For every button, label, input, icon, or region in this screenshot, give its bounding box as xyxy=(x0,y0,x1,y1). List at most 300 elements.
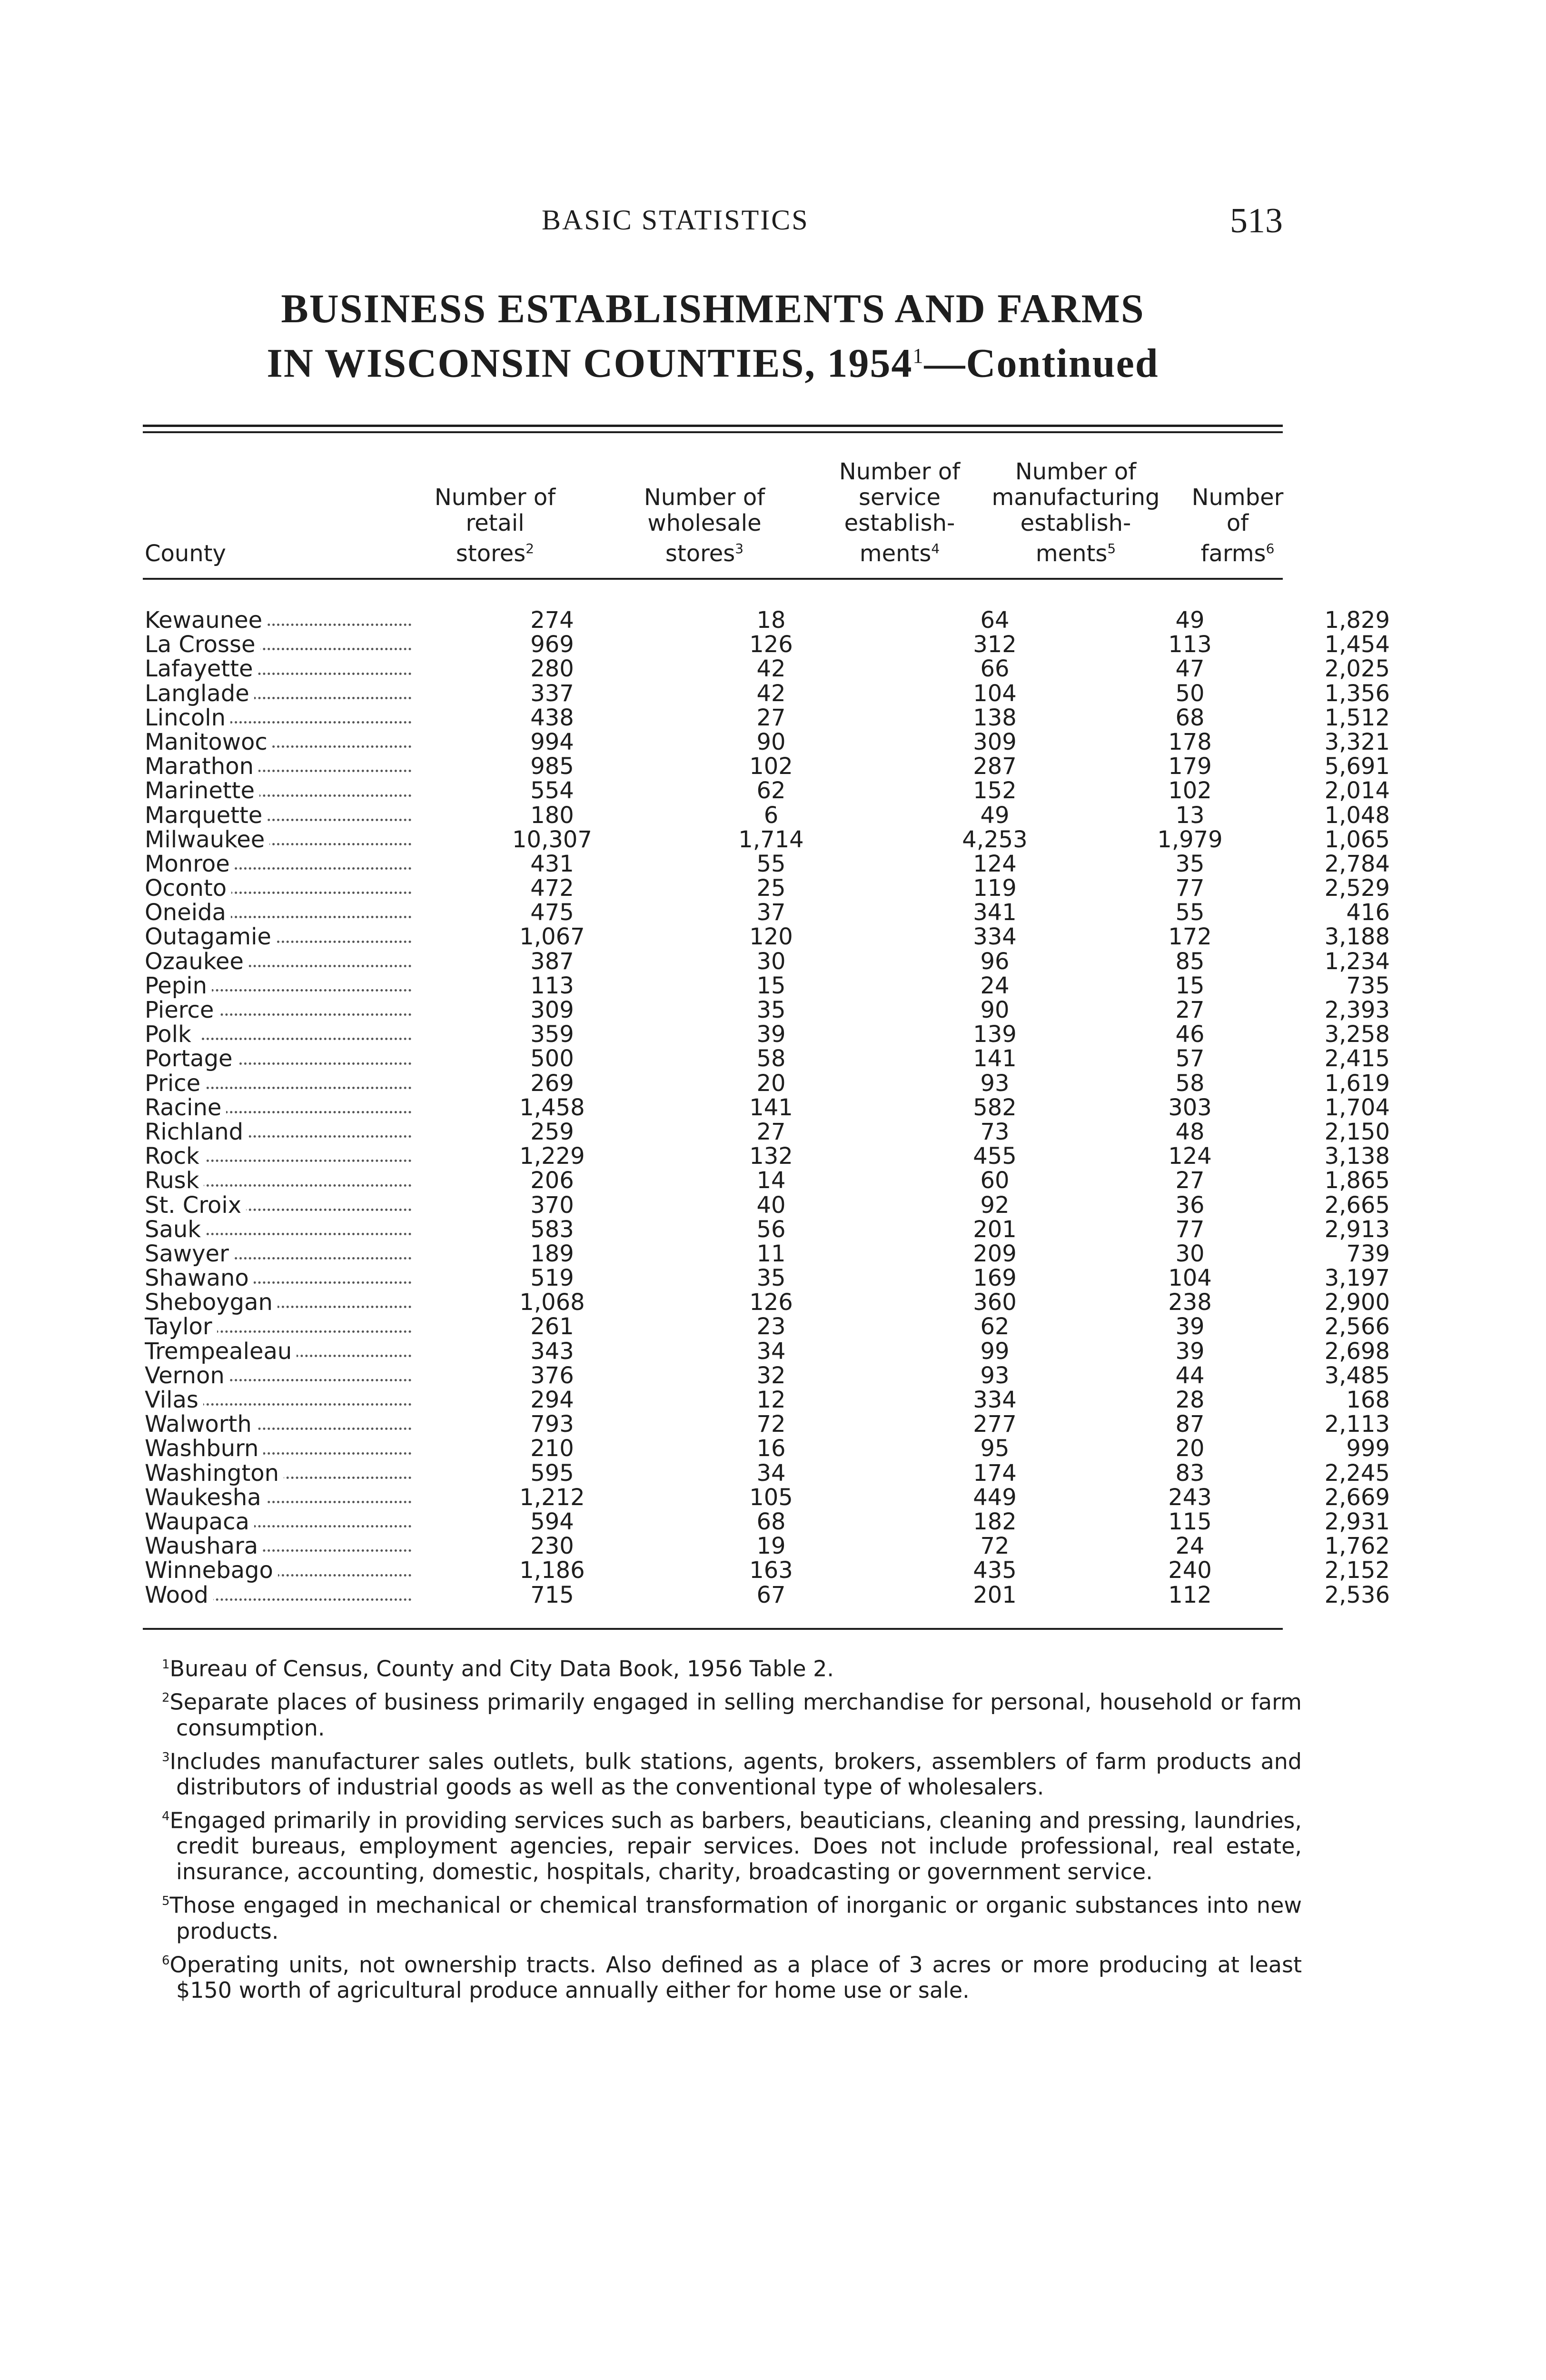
manufacturing-cell: 85 xyxy=(1175,948,1205,975)
manufacturing-cell: 303 xyxy=(1168,1094,1212,1121)
county-name xyxy=(145,828,421,852)
wholesale-stores-cell: 126 xyxy=(749,631,793,658)
table-row xyxy=(143,1094,1390,1121)
dot-leader xyxy=(202,916,411,918)
header-wholesale-word: stores xyxy=(665,540,735,567)
retail-stores-cell: 583 xyxy=(530,1216,574,1243)
county-label: Portage xyxy=(145,1047,238,1071)
manufacturing-cell: 46 xyxy=(1175,1021,1205,1048)
service-cell: 90 xyxy=(980,997,1010,1023)
manufacturing-cell: 24 xyxy=(1175,1533,1205,1560)
header-service-line: establish- xyxy=(844,510,955,536)
farms-cell: 2,698 xyxy=(1324,1338,1390,1365)
county-label: Rusk xyxy=(145,1169,204,1193)
county-name xyxy=(145,852,421,876)
farms-cell: 2,150 xyxy=(1324,1118,1390,1145)
manufacturing-cell: 124 xyxy=(1168,1143,1212,1170)
farms-cell: 1,762 xyxy=(1324,1533,1390,1560)
service-cell: 582 xyxy=(973,1094,1017,1121)
table-row xyxy=(143,1191,1390,1219)
table-title xyxy=(143,285,1283,387)
header-wholesale-line: wholesale xyxy=(647,510,762,536)
table-row xyxy=(143,923,1390,951)
retail-stores-cell: 230 xyxy=(530,1533,574,1560)
header-manufacturing-line: establish- xyxy=(1020,510,1131,536)
county-label: Wood xyxy=(145,1583,213,1607)
service-cell: 139 xyxy=(973,1021,1017,1048)
header-farms xyxy=(1171,485,1304,566)
retail-stores-cell: 1,186 xyxy=(519,1557,585,1584)
service-cell: 93 xyxy=(980,1070,1010,1097)
retail-stores-cell: 280 xyxy=(530,655,574,683)
retail-stores-cell: 1,068 xyxy=(519,1289,585,1316)
service-cell: 60 xyxy=(980,1167,1010,1194)
wholesale-stores-cell: 34 xyxy=(756,1459,786,1487)
manufacturing-cell: 102 xyxy=(1168,777,1212,804)
farms-cell: 2,784 xyxy=(1324,850,1390,877)
table-row xyxy=(143,753,1390,780)
farms-cell: 1,065 xyxy=(1324,826,1390,853)
county-name xyxy=(145,779,421,803)
county-label: Rock xyxy=(145,1144,204,1169)
service-cell: 64 xyxy=(980,607,1010,634)
county-label: Racine xyxy=(145,1096,226,1120)
service-cell: 66 xyxy=(980,655,1010,683)
wholesale-stores-cell: 62 xyxy=(756,777,786,804)
service-cell: 209 xyxy=(973,1240,1017,1267)
retail-stores-cell: 10,307 xyxy=(512,826,592,853)
dot-leader xyxy=(202,1160,411,1162)
service-cell: 49 xyxy=(980,802,1010,829)
county-label: Winnebago xyxy=(145,1558,278,1583)
farms-cell: 1,619 xyxy=(1324,1070,1390,1097)
footnote xyxy=(162,1948,1302,2003)
county-name xyxy=(145,1412,421,1437)
farms-cell: 2,245 xyxy=(1324,1459,1390,1487)
retail-stores-cell: 431 xyxy=(530,850,574,877)
service-cell: 104 xyxy=(973,680,1017,707)
wholesale-stores-cell: 6 xyxy=(763,802,779,829)
county-label: Washburn xyxy=(145,1437,263,1461)
retail-stores-cell: 1,067 xyxy=(519,923,585,951)
service-cell: 152 xyxy=(973,777,1017,804)
county-name xyxy=(145,1437,421,1461)
service-cell: 24 xyxy=(980,972,1010,999)
table-row xyxy=(143,1411,1390,1438)
header-retail-line xyxy=(400,536,590,566)
retail-stores-cell: 359 xyxy=(530,1021,574,1048)
header-manufacturing-line: Number of xyxy=(1015,458,1137,485)
service-cell: 73 xyxy=(980,1118,1010,1145)
county-name xyxy=(145,950,421,974)
dot-leader xyxy=(202,1403,411,1406)
farms-cell: 2,014 xyxy=(1324,777,1390,804)
county-name xyxy=(145,1364,421,1388)
farms-cell: 2,113 xyxy=(1324,1411,1390,1438)
retail-stores-cell: 189 xyxy=(530,1240,574,1267)
farms-cell: 2,536 xyxy=(1324,1581,1390,1608)
service-cell: 174 xyxy=(973,1459,1017,1487)
wholesale-stores-cell: 120 xyxy=(749,923,793,951)
header-retail xyxy=(400,485,590,566)
retail-stores-cell: 554 xyxy=(530,777,574,804)
county-label: Sheboygan xyxy=(145,1290,277,1315)
header-wholesale-line xyxy=(609,536,800,566)
retail-stores-cell: 210 xyxy=(530,1435,574,1462)
retail-stores-cell: 1,212 xyxy=(519,1484,585,1511)
wholesale-stores-cell: 20 xyxy=(756,1070,786,1097)
county-label: Lincoln xyxy=(145,706,230,730)
service-cell: 455 xyxy=(973,1143,1017,1170)
table-row xyxy=(143,1435,1390,1462)
table-row xyxy=(143,1338,1390,1365)
service-cell: 92 xyxy=(980,1191,1010,1219)
county-label: Marquette xyxy=(145,803,267,828)
table-row xyxy=(143,631,1390,658)
footnote xyxy=(162,1745,1302,1800)
table-row xyxy=(143,972,1390,999)
footnote-text: Operating units, not ownership tracts. Also defined as a place of 3 acres or more producing at least $150 worth of agricultural produce annually either for home use or sale. xyxy=(169,1951,1302,2003)
service-cell: 93 xyxy=(980,1362,1010,1389)
wholesale-stores-cell: 1,714 xyxy=(738,826,804,853)
service-cell: 287 xyxy=(973,753,1017,780)
retail-stores-cell: 294 xyxy=(530,1387,574,1413)
retail-stores-cell: 994 xyxy=(530,728,574,755)
service-cell: 334 xyxy=(973,923,1017,951)
header-retail-line: Number of xyxy=(434,484,556,511)
county-label: Pierce xyxy=(145,998,218,1022)
wholesale-stores-cell: 72 xyxy=(756,1411,786,1438)
table-row xyxy=(143,607,1390,634)
table-row xyxy=(143,1118,1390,1145)
manufacturing-cell: 243 xyxy=(1168,1484,1212,1511)
county-name xyxy=(145,1534,421,1558)
service-cell: 277 xyxy=(973,1411,1017,1438)
manufacturing-cell: 112 xyxy=(1168,1581,1212,1608)
wholesale-stores-cell: 126 xyxy=(749,1289,793,1316)
footnote-text: Includes manufacturer sales outlets, bulk stations, agents, brokers, assemblers of farm products and distributors of industrial goods as well as the conventional type of wholesalers. xyxy=(169,1748,1302,1800)
manufacturing-cell: 49 xyxy=(1175,607,1205,634)
table-row xyxy=(143,1265,1390,1292)
wholesale-stores-cell: 34 xyxy=(756,1338,786,1365)
table-row xyxy=(143,826,1390,853)
retail-stores-cell: 595 xyxy=(530,1459,574,1487)
manufacturing-cell: 1,979 xyxy=(1157,826,1223,853)
footnote xyxy=(162,1804,1302,1884)
retail-stores-cell: 969 xyxy=(530,631,574,658)
retail-stores-cell: 376 xyxy=(530,1362,574,1389)
footnote-mark: 1 xyxy=(162,1657,170,1672)
service-cell: 360 xyxy=(973,1289,1017,1316)
wholesale-stores-cell: 55 xyxy=(756,850,786,877)
retail-stores-cell: 1,458 xyxy=(519,1094,585,1121)
county-label: Manitowoc xyxy=(145,730,272,754)
wholesale-stores-cell: 102 xyxy=(749,753,793,780)
manufacturing-cell: 13 xyxy=(1175,802,1205,829)
dot-leader xyxy=(202,989,411,992)
county-name xyxy=(145,1022,421,1047)
county-label: Waushara xyxy=(145,1534,263,1558)
county-name xyxy=(145,1047,421,1071)
county-name xyxy=(145,1266,421,1290)
manufacturing-cell: 238 xyxy=(1168,1289,1212,1316)
manufacturing-cell: 87 xyxy=(1175,1411,1205,1438)
county-label: Pepin xyxy=(145,974,212,998)
manufacturing-cell: 27 xyxy=(1175,1167,1205,1194)
wholesale-stores-cell: 132 xyxy=(749,1143,793,1170)
service-cell: 124 xyxy=(973,850,1017,877)
farms-cell: 3,188 xyxy=(1324,923,1390,951)
table-row xyxy=(143,875,1390,902)
service-cell: 309 xyxy=(973,728,1017,755)
footnotes xyxy=(162,1652,1302,2007)
county-name xyxy=(145,657,421,681)
county-name xyxy=(145,1290,421,1315)
wholesale-stores-cell: 30 xyxy=(756,948,786,975)
retail-stores-cell: 343 xyxy=(530,1338,574,1365)
county-name xyxy=(145,998,421,1022)
manufacturing-cell: 172 xyxy=(1168,923,1212,951)
table-row xyxy=(143,1387,1390,1413)
county-label: Ozaukee xyxy=(145,950,248,974)
farms-cell: 2,529 xyxy=(1324,875,1390,902)
county-name xyxy=(145,754,421,779)
service-cell: 4,253 xyxy=(962,826,1028,853)
county-name xyxy=(145,1339,421,1364)
retail-stores-cell: 261 xyxy=(530,1313,574,1340)
title-line-1: BUSINESS ESTABLISHMENTS AND FARMS xyxy=(281,286,1145,331)
wholesale-stores-cell: 37 xyxy=(756,899,786,926)
farms-cell: 739 xyxy=(1346,1240,1390,1267)
wholesale-stores-cell: 35 xyxy=(756,997,786,1023)
county-name xyxy=(145,803,421,828)
footnote-text: Engaged primarily in providing services such as barbers, beauticians, cleaning and pressing, laundries, credit bureaus, employment agencies, repair services. Does not include professional, real estate, insurance, accounting, domestic, hospitals, charity, broadcasting or government service. xyxy=(169,1807,1302,1885)
wholesale-stores-cell: 12 xyxy=(756,1387,786,1413)
footnote-text: Bureau of Census, County and City Data Book, 1956 Table 2. xyxy=(169,1656,834,1682)
retail-stores-cell: 387 xyxy=(530,948,574,975)
footnote xyxy=(162,1888,1302,1944)
county-label: La Crosse xyxy=(145,633,260,657)
service-cell: 119 xyxy=(973,875,1017,902)
service-cell: 334 xyxy=(973,1387,1017,1413)
farms-cell: 2,415 xyxy=(1324,1045,1390,1072)
county-name xyxy=(145,1120,421,1144)
footnote-text: Separate places of business primarily engaged in selling merchandise for personal, household or farm consumption. xyxy=(169,1689,1302,1741)
service-cell: 99 xyxy=(980,1338,1010,1365)
wholesale-stores-cell: 56 xyxy=(756,1216,786,1243)
county-label: Lafayette xyxy=(145,657,258,681)
table-row xyxy=(143,1021,1390,1048)
farms-cell: 1,865 xyxy=(1324,1167,1390,1194)
county-label: Langlade xyxy=(145,682,254,706)
footnote-mark: 5 xyxy=(162,1894,170,1909)
dot-leader xyxy=(202,1379,411,1381)
header-service-line: service xyxy=(859,484,941,511)
farms-cell: 2,025 xyxy=(1324,655,1390,683)
manufacturing-cell: 104 xyxy=(1168,1265,1212,1292)
retail-stores-cell: 715 xyxy=(530,1581,574,1608)
county-label: Waupaca xyxy=(145,1510,254,1534)
wholesale-stores-cell: 16 xyxy=(756,1435,786,1462)
header-manufacturing-line: manufacturing xyxy=(991,484,1160,511)
retail-stores-cell: 438 xyxy=(530,704,574,731)
retail-stores-cell: 1,229 xyxy=(519,1143,585,1170)
wholesale-stores-cell: 18 xyxy=(756,607,786,634)
manufacturing-cell: 83 xyxy=(1175,1459,1205,1487)
retail-stores-cell: 274 xyxy=(530,607,574,634)
county-name xyxy=(145,1388,421,1412)
table-row xyxy=(143,1143,1390,1170)
table-row xyxy=(143,948,1390,975)
manufacturing-cell: 50 xyxy=(1175,680,1205,707)
county-label: Washington xyxy=(145,1461,284,1486)
county-label: Oconto xyxy=(145,876,231,901)
wholesale-stores-cell: 68 xyxy=(756,1508,786,1535)
footnote-mark: 4 xyxy=(931,541,940,556)
manufacturing-cell: 27 xyxy=(1175,997,1205,1023)
farms-cell: 2,900 xyxy=(1324,1289,1390,1316)
manufacturing-cell: 115 xyxy=(1168,1508,1212,1535)
manufacturing-cell: 15 xyxy=(1175,972,1205,999)
county-name xyxy=(145,730,421,754)
service-cell: 141 xyxy=(973,1045,1017,1072)
table-row xyxy=(143,1289,1390,1316)
dot-leader xyxy=(202,1013,411,1016)
footnote-mark: 6 xyxy=(162,1953,170,1968)
county-name xyxy=(145,682,421,706)
running-head xyxy=(143,201,1283,242)
header-service-word: ments xyxy=(859,540,932,567)
top-rule-1 xyxy=(143,425,1283,427)
dot-leader xyxy=(202,1087,411,1089)
county-name xyxy=(145,1510,421,1534)
dot-leader xyxy=(202,1184,411,1187)
footnote-mark: 3 xyxy=(735,541,744,556)
manufacturing-cell: 178 xyxy=(1168,728,1212,755)
farms-cell: 3,258 xyxy=(1324,1021,1390,1048)
service-cell: 138 xyxy=(973,704,1017,731)
service-cell: 201 xyxy=(973,1216,1017,1243)
retail-stores-cell: 500 xyxy=(530,1045,574,1072)
retail-stores-cell: 475 xyxy=(530,899,574,926)
dot-leader xyxy=(202,892,411,894)
county-name xyxy=(145,1558,421,1583)
county-name xyxy=(145,1583,421,1607)
county-name xyxy=(145,901,421,925)
header-farms-line xyxy=(1171,536,1304,566)
table-row xyxy=(143,655,1390,683)
wholesale-stores-cell: 27 xyxy=(756,704,786,731)
manufacturing-cell: 39 xyxy=(1175,1313,1205,1340)
county-label: Richland xyxy=(145,1120,248,1144)
county-name xyxy=(145,633,421,657)
footnote-text: Those engaged in mechanical or chemical transformation of inorganic or organic substances into new products. xyxy=(169,1892,1302,1944)
service-cell: 169 xyxy=(973,1265,1017,1292)
table-row xyxy=(143,997,1390,1023)
farms-cell: 1,234 xyxy=(1324,948,1390,975)
manufacturing-cell: 28 xyxy=(1175,1387,1205,1413)
retail-stores-cell: 113 xyxy=(530,972,574,999)
title-line-2-main: IN WISCONSIN COUNTIES, 1954 xyxy=(267,340,913,386)
retail-stores-cell: 594 xyxy=(530,1508,574,1535)
table-row xyxy=(143,899,1390,926)
table-row xyxy=(143,1484,1390,1511)
wholesale-stores-cell: 58 xyxy=(756,1045,786,1072)
retail-stores-cell: 309 xyxy=(530,997,574,1023)
manufacturing-cell: 113 xyxy=(1168,631,1212,658)
wholesale-stores-cell: 90 xyxy=(756,728,786,755)
farms-cell: 1,512 xyxy=(1324,704,1390,731)
county-label: Sawyer xyxy=(145,1242,234,1266)
farms-cell: 2,393 xyxy=(1324,997,1390,1023)
manufacturing-cell: 47 xyxy=(1175,655,1205,683)
dot-leader xyxy=(202,1111,411,1113)
service-cell: 95 xyxy=(980,1435,1010,1462)
service-cell: 62 xyxy=(980,1313,1010,1340)
table-row xyxy=(143,1167,1390,1194)
manufacturing-cell: 35 xyxy=(1175,850,1205,877)
manufacturing-cell: 58 xyxy=(1175,1070,1205,1097)
manufacturing-cell: 77 xyxy=(1175,1216,1205,1243)
county-name xyxy=(145,1169,421,1193)
table-row xyxy=(143,1581,1390,1608)
dot-leader xyxy=(202,1233,411,1235)
footnote-mark: 2 xyxy=(525,541,535,556)
county-name xyxy=(145,1461,421,1486)
header-retail-word: stores xyxy=(456,540,526,567)
header-wholesale-line: Number of xyxy=(644,484,765,511)
wholesale-stores-cell: 15 xyxy=(756,972,786,999)
county-name xyxy=(145,706,421,730)
footnote xyxy=(162,1652,1302,1681)
header-manufacturing-line xyxy=(952,536,1199,566)
manufacturing-cell: 39 xyxy=(1175,1338,1205,1365)
table-row xyxy=(143,777,1390,804)
bottom-rule xyxy=(143,1628,1283,1630)
table-row xyxy=(143,1533,1390,1560)
county-label: Polk xyxy=(145,1022,196,1047)
farms-cell: 999 xyxy=(1346,1435,1390,1462)
manufacturing-cell: 30 xyxy=(1175,1240,1205,1267)
county-name xyxy=(145,1096,421,1120)
farms-cell: 2,913 xyxy=(1324,1216,1390,1243)
county-label: Oneida xyxy=(145,901,231,925)
retail-stores-cell: 519 xyxy=(530,1265,574,1292)
farms-cell: 3,138 xyxy=(1324,1143,1390,1170)
county-label: Monroe xyxy=(145,852,235,876)
county-label: Marathon xyxy=(145,754,258,779)
retail-stores-cell: 259 xyxy=(530,1118,574,1145)
footnote-mark: 5 xyxy=(1107,541,1116,556)
table-header xyxy=(143,447,1283,575)
manufacturing-cell: 20 xyxy=(1175,1435,1205,1462)
wholesale-stores-cell: 35 xyxy=(756,1265,786,1292)
dot-leader xyxy=(202,1330,411,1333)
farms-cell: 416 xyxy=(1346,899,1390,926)
county-label: St. Croix xyxy=(145,1193,246,1218)
county-name xyxy=(145,925,421,949)
county-label: Marinette xyxy=(145,779,259,803)
header-county: County xyxy=(145,540,226,567)
table-row xyxy=(143,1313,1390,1340)
farms-cell: 3,197 xyxy=(1324,1265,1390,1292)
table-row xyxy=(143,850,1390,877)
wholesale-stores-cell: 11 xyxy=(756,1240,786,1267)
service-cell: 341 xyxy=(973,899,1017,926)
county-name xyxy=(145,1071,421,1096)
farms-cell: 3,485 xyxy=(1324,1362,1390,1389)
wholesale-stores-cell: 40 xyxy=(756,1191,786,1219)
